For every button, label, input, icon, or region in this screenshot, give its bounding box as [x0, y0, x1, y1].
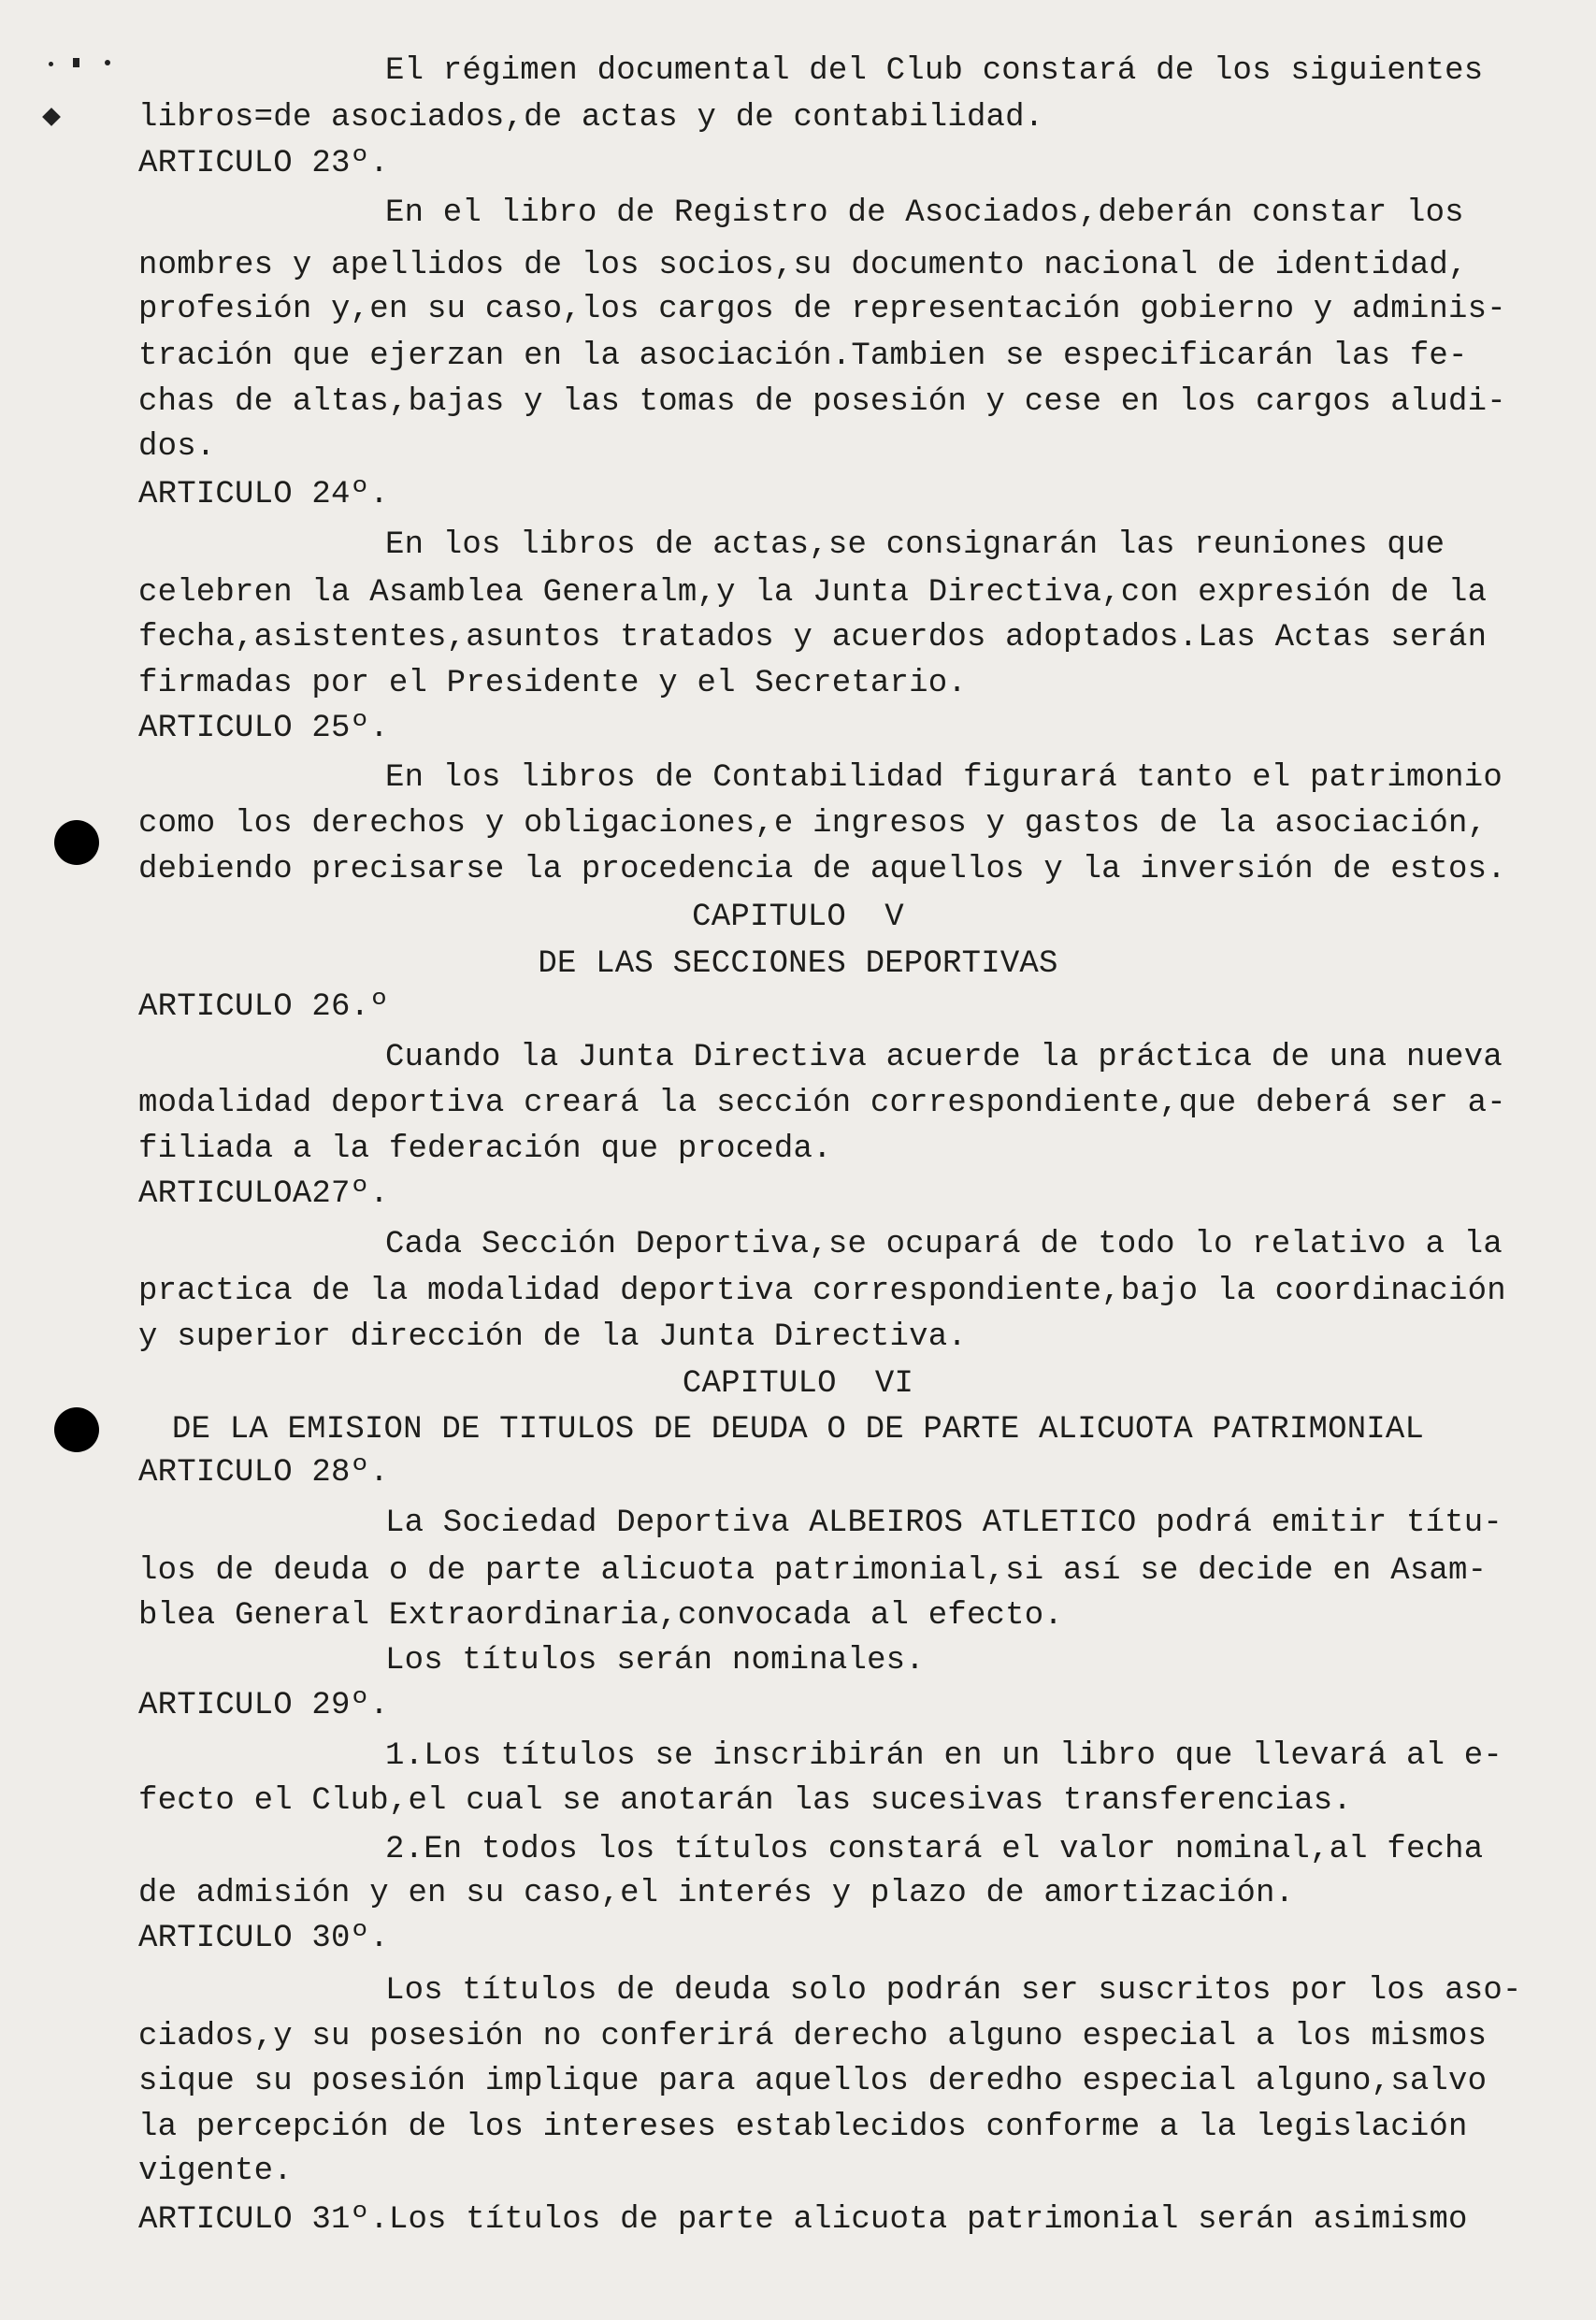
- punch-hole-top: [54, 820, 99, 865]
- ink-speck: [105, 60, 110, 65]
- text-line: fecha,asistentes,asuntos tratados y acuerdos adoptados.Las Actas serán: [138, 620, 1488, 656]
- article-heading: ARTICULO 26.º: [138, 989, 389, 1025]
- chapter-heading: CAPITULO VI: [682, 1366, 914, 1402]
- article-heading: ARTICULO 25º.: [138, 711, 389, 746]
- text-line: debiendo precisarse la procedencia de aquellos y la inversión de estos.: [138, 852, 1506, 887]
- article-heading: ARTICULO 23º.: [138, 146, 389, 181]
- chapter-title: DE LAS SECCIONES DEPORTIVAS: [538, 946, 1058, 982]
- text-line: En el libro de Registro de Asociados,deberán constar los: [385, 195, 1464, 231]
- text-line: blea General Extraordinaria,convocada al efecto.: [138, 1598, 1063, 1634]
- text-line: como los derechos y obligaciones,e ingresos y gastos de la asociación,: [138, 806, 1488, 842]
- text-line: En los libros de actas,se consignarán las reuniones que: [385, 527, 1445, 563]
- text-line: sique su posesión implique para aquellos deredho especial alguno,salvo: [138, 2064, 1488, 2099]
- text-line: ARTICULO 31º.Los títulos de parte alicuota patrimonial serán asimismo: [138, 2202, 1468, 2238]
- text-line: vigente.: [138, 2154, 293, 2189]
- article-heading: ARTICULO 24º.: [138, 477, 389, 512]
- text-line: celebren la Asamblea Generalm,y la Junta Directiva,con expresión de la: [138, 575, 1488, 611]
- article-heading: ARTICULOA27º.: [138, 1176, 389, 1212]
- text-line: filiada a la federación que proceda.: [138, 1131, 832, 1167]
- text-line: fecto el Club,el cual se anotarán las sucesivas transferencias.: [138, 1783, 1353, 1819]
- text-line: dos.: [138, 429, 216, 465]
- text-line: de admisión y en su caso,el interés y plazo de amortización.: [138, 1876, 1295, 1911]
- text-line: Cuando la Junta Directiva acuerde la práctica de una nueva: [385, 1040, 1503, 1075]
- text-line: 2.En todos los títulos constará el valor nominal,al fecha: [385, 1832, 1484, 1867]
- text-line: y superior dirección de la Junta Directiva.: [138, 1319, 967, 1355]
- text-line: ciados,y su posesión no conferirá derecho alguno especial a los mismos: [138, 2019, 1488, 2054]
- text-line: Los títulos serán nominales.: [385, 1643, 925, 1679]
- article-heading: ARTICULO 29º.: [138, 1688, 389, 1723]
- article-heading: ARTICULO 30º.: [138, 1921, 389, 1956]
- text-line: Los títulos de deuda solo podrán ser suscritos por los aso-: [385, 1973, 1522, 2009]
- text-line: chas de altas,bajas y las tomas de posesión y cese en los cargos aludi-: [138, 384, 1506, 420]
- chapter-heading: CAPITULO V: [692, 900, 904, 935]
- text-line: profesión y,en su caso,los cargos de representación gobierno y adminis-: [138, 292, 1506, 327]
- text-line: los de deuda o de parte alicuota patrimonial,si así se decide en Asam-: [138, 1553, 1488, 1589]
- text-line: La Sociedad Deportiva ALBEIROS ATLETICO podrá emitir títu-: [385, 1506, 1503, 1541]
- text-line: tración que ejerzan en la asociación.Tambien se especificarán las fe-: [138, 339, 1468, 374]
- ink-speck: [42, 108, 61, 126]
- text-line: El régimen documental del Club constará de los siguientes: [385, 53, 1484, 89]
- ink-speck: [73, 58, 79, 67]
- chapter-title: DE LA EMISION DE TITULOS DE DEUDA O DE PARTE ALICUOTA PATRIMONIAL: [171, 1412, 1425, 1448]
- text-line: Cada Sección Deportiva,se ocupará de todo lo relativo a la: [385, 1227, 1503, 1262]
- text-line: la percepción de los intereses establecidos conforme a la legislación: [138, 2110, 1468, 2145]
- text-line: practica de la modalidad deportiva correspondiente,bajo la coordinación: [138, 1274, 1506, 1309]
- text-line: firmadas por el Presidente y el Secretario.: [138, 666, 967, 701]
- text-line: libros=de asociados,de actas y de contabilidad.: [138, 100, 1044, 136]
- ink-speck: [49, 62, 53, 66]
- text-line: En los libros de Contabilidad figurará tanto el patrimonio: [385, 760, 1503, 796]
- text-line: modalidad deportiva creará la sección correspondiente,que deberá ser a-: [138, 1086, 1506, 1121]
- text-line: nombres y apellidos de los socios,su documento nacional de identidad,: [138, 248, 1468, 283]
- article-heading: ARTICULO 28º.: [138, 1455, 389, 1491]
- text-line: 1.Los títulos se inscribirán en un libro que llevará al e-: [385, 1738, 1503, 1774]
